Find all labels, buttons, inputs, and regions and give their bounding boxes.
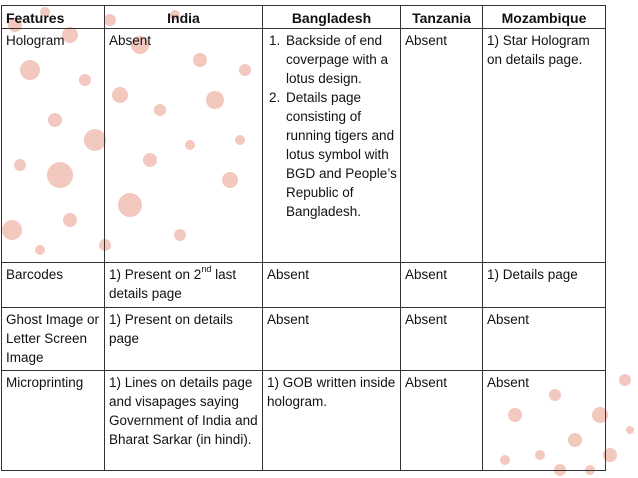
feature-cell: Ghost Image or Letter Screen Image: [2, 308, 105, 371]
list-item: 1. Backside of end coverpage with a lotus design.: [284, 31, 397, 88]
header-bangladesh: Bangladesh: [263, 6, 401, 29]
india-cell: [105, 263, 263, 308]
tanzania-cell: Absent: [401, 371, 483, 471]
table-row: [2, 371, 606, 471]
india-cell: 1) Present on details page: [105, 308, 263, 371]
feature-cell: Microprinting: [2, 371, 105, 471]
bangladesh-cell: Absent: [263, 263, 401, 308]
header-features: Features: [2, 6, 105, 29]
table-row: [2, 263, 606, 308]
header-mozambique: Mozambique: [483, 6, 606, 29]
feature-cell: Barcodes: [2, 263, 105, 308]
table-row: [2, 29, 606, 263]
bangladesh-cell: Absent: [263, 308, 401, 371]
bangladesh-hologram-list: [267, 31, 397, 221]
india-cell: Absent: [105, 29, 263, 263]
bangladesh-cell: 1) GOB written inside hologram.: [263, 371, 401, 471]
mozambique-cell: 1) Details page: [483, 263, 606, 308]
header-tanzania: Tanzania: [401, 6, 483, 29]
feature-cell: Hologram: [2, 29, 105, 263]
mozambique-cell: Absent: [483, 371, 606, 471]
india-cell: 1) Lines on details page and visapages saying Government of India and Bharat Sarkar (in hindi).: [105, 371, 263, 471]
table-row: [2, 308, 606, 371]
india-barcode-text: 1) Present on 2: [109, 267, 202, 282]
ordinal-suffix: nd: [201, 264, 212, 274]
mozambique-cell: 1) Star Hologram on details page.: [483, 29, 606, 263]
tanzania-cell: Absent: [401, 308, 483, 371]
header-row: [2, 6, 606, 29]
india-barcode-text-rest: last details page: [109, 267, 237, 301]
mozambique-cell: Absent: [483, 308, 606, 371]
tanzania-cell: Absent: [401, 29, 483, 263]
tanzania-cell: Absent: [401, 263, 483, 308]
bangladesh-cell: [263, 29, 401, 263]
security-features-table: [1, 5, 606, 471]
list-item: 2. Details page consisting of running tigers and lotus symbol with BGD and People’s Republic of Bangladesh.: [284, 88, 397, 221]
header-india: India: [105, 6, 263, 29]
